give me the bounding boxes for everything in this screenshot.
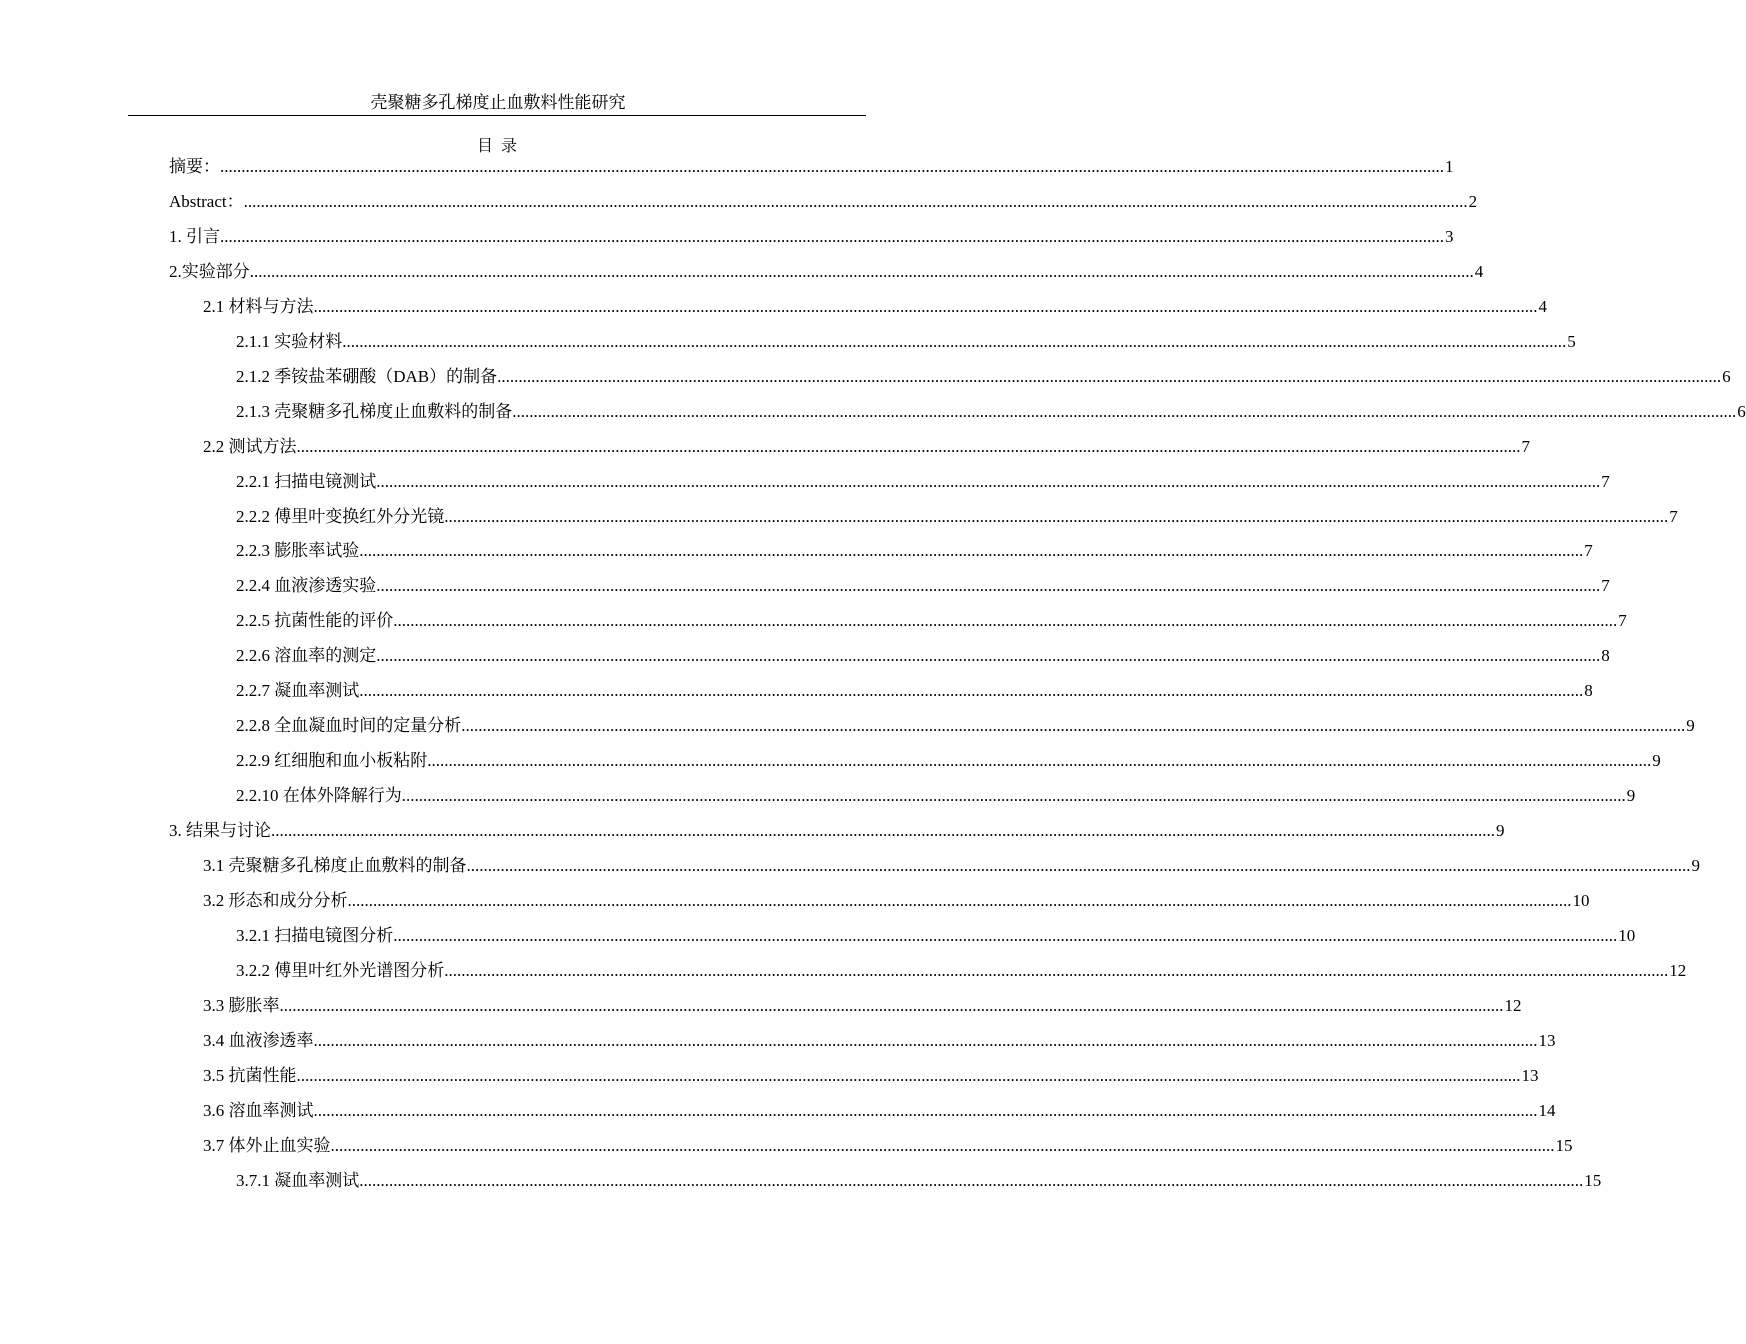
- toc-title: 目 录: [476, 138, 519, 155]
- toc-entry[interactable]: [203, 435, 1530, 459]
- toc-dot-leader: ................................................................................................................................................................................................................................................................................................: [313, 1100, 1538, 1120]
- toc-page-number: 12: [1669, 960, 1687, 980]
- toc-entry-label: 3.6 溶血率测试: [203, 1100, 314, 1120]
- toc-page-number: 9: [1626, 786, 1636, 806]
- toc-entry-label: 3.2 形态和成分分析: [203, 890, 348, 910]
- toc-page-number: 15: [1584, 1170, 1602, 1190]
- toc-entry[interactable]: [203, 295, 1547, 319]
- toc-entry[interactable]: [203, 1029, 1556, 1053]
- toc-dot-leader: ................................................................................................................................................................................................................................................................................................: [466, 856, 1691, 875]
- toc-dot-leader: ................................................................................................................................................................................................................................................................................................: [313, 296, 1538, 316]
- toc-entry-label: 3.2.1 扫描电镜图分析: [236, 925, 394, 945]
- toc-page-number: 7: [1669, 506, 1678, 526]
- toc-page-number: 9: [1496, 821, 1505, 841]
- toc-dot-leader: ................................................................................................................................................................................................................................................................................................: [271, 821, 1495, 841]
- toc-entry[interactable]: [236, 609, 1627, 633]
- toc-dot-leader: ................................................................................................................................................................................................................................................................................................: [330, 1135, 1555, 1155]
- toc-page-number: 13: [1538, 1030, 1556, 1050]
- toc-entry-label: 2.1.2 季铵盐苯硼酸（DAB）的制备: [236, 366, 498, 386]
- toc-entry[interactable]: [169, 155, 1454, 179]
- toc-page-number: 7: [1601, 471, 1610, 491]
- toc-entry[interactable]: [203, 889, 1590, 913]
- toc-dot-leader: ................................................................................................................................................................................................................................................................................................: [393, 925, 1618, 945]
- toc-entry[interactable]: [236, 330, 1576, 354]
- toc-page-number: 13: [1521, 1065, 1539, 1085]
- toc-entry-label: 3.3 膨胀率: [203, 995, 280, 1015]
- toc-entry[interactable]: [203, 1099, 1556, 1123]
- running-header-title: 壳聚糖多孔梯度止血敷料性能研究: [370, 93, 626, 112]
- toc-entry-label: 3.2.2 傅里叶红外光谱图分析: [236, 960, 445, 980]
- toc-entry[interactable]: [203, 854, 1700, 878]
- toc-entry-label: 3.5 抗菌性能: [203, 1065, 297, 1085]
- toc-dot-leader: ................................................................................................................................................................................................................................................................................................: [313, 1030, 1538, 1050]
- toc-entry[interactable]: [203, 994, 1522, 1018]
- toc-dot-leader: ................................................................................................................................................................................................................................................................................................: [347, 890, 1572, 910]
- toc-entry[interactable]: [236, 784, 1636, 808]
- toc-entry-label: 摘要：: [169, 157, 220, 176]
- toc-page-number: 3: [1445, 226, 1454, 246]
- toc-dot-leader: ................................................................................................................................................................................................................................................................................................: [359, 541, 1584, 561]
- toc-entry-label: 2.1.3 壳聚糖多孔梯度止血敷料的制备: [236, 401, 513, 421]
- toc-page-number: 9: [1691, 856, 1700, 875]
- toc-entry-label: 3.1 壳聚糖多孔梯度止血敷料的制备: [203, 856, 467, 875]
- toc-dot-leader: ................................................................................................................................................................................................................................................................................................: [359, 1170, 1584, 1190]
- toc-dot-leader: ................................................................................................................................................................................................................................................................................................: [296, 1065, 1521, 1085]
- toc-entry-label: 2.1.1 实验材料: [236, 331, 343, 351]
- toc-page-number: 14: [1538, 1100, 1556, 1120]
- toc-dot-leader: ................................................................................................................................................................................................................................................................................................: [444, 506, 1669, 526]
- toc-dot-leader: ................................................................................................................................................................................................................................................................................................: [359, 681, 1584, 701]
- toc-entry[interactable]: [236, 959, 1687, 983]
- toc-dot-leader: ................................................................................................................................................................................................................................................................................................: [376, 576, 1601, 596]
- toc-entry-label: 2.2.3 膨胀率试验: [236, 541, 360, 561]
- toc-entry-label: 2.2.7 凝血率测试: [236, 681, 360, 701]
- toc-page-number: 7: [1601, 576, 1610, 596]
- toc-entry[interactable]: [169, 225, 1454, 249]
- toc-page-number: 10: [1572, 890, 1590, 910]
- toc-entry-label: 3. 结果与讨论: [169, 821, 271, 841]
- toc-dot-leader: ................................................................................................................................................................................................................................................................................................: [393, 611, 1618, 631]
- toc-entry-label: 2.2.6 溶血率的测定: [236, 646, 377, 666]
- toc-entry-label: 2.2.8 全血凝血时间的定量分析: [236, 716, 462, 736]
- toc-entry[interactable]: [236, 574, 1610, 598]
- toc-entry-label: 3.7 体外止血实验: [203, 1135, 331, 1155]
- toc-dot-leader: ................................................................................................................................................................................................................................................................................................: [444, 960, 1669, 980]
- toc-dot-leader: ................................................................................................................................................................................................................................................................................................: [296, 436, 1521, 456]
- header-divider: [128, 115, 866, 116]
- toc-dot-leader: ................................................................................................................................................................................................................................................................................................: [243, 191, 1468, 211]
- toc-dot-leader: ................................................................................................................................................................................................................................................................................................: [220, 157, 1444, 176]
- toc-page-number: 8: [1584, 681, 1593, 701]
- toc-page-number: 4: [1474, 261, 1484, 281]
- toc-page-number: 9: [1652, 751, 1661, 771]
- toc-dot-leader: ................................................................................................................................................................................................................................................................................................: [376, 646, 1601, 666]
- toc-page-number: 4: [1538, 296, 1547, 316]
- toc-dot-leader: ................................................................................................................................................................................................................................................................................................: [249, 261, 1474, 281]
- toc-entry[interactable]: [236, 679, 1593, 703]
- toc-entry-label: 2.2.4 血液渗透实验: [236, 576, 377, 596]
- toc-entry-label: 3.7.1 凝血率测试: [236, 1170, 360, 1190]
- toc-entry[interactable]: [236, 539, 1593, 563]
- toc-page-number: 2: [1468, 191, 1478, 211]
- toc-entry-label: 3.4 血液渗透率: [203, 1030, 314, 1050]
- toc-entry[interactable]: [236, 400, 1746, 424]
- toc-entry[interactable]: [169, 260, 1484, 284]
- toc-page-number: 1: [1445, 157, 1454, 176]
- toc-entry[interactable]: [236, 365, 1731, 389]
- toc-page-number: 10: [1618, 925, 1636, 945]
- toc-page-number: 7: [1618, 611, 1627, 631]
- toc-entry-label: 2.2.1 扫描电镜测试: [236, 471, 377, 491]
- toc-entry[interactable]: [203, 1064, 1539, 1088]
- toc-page-number: 8: [1601, 646, 1610, 666]
- toc-page-number: 9: [1686, 716, 1695, 736]
- toc-page-number: 7: [1521, 436, 1530, 456]
- toc-entry-label: 2.1 材料与方法: [203, 296, 314, 316]
- toc-entry[interactable]: [169, 819, 1505, 843]
- toc-entry-label: 2.2.9 红细胞和血小板粘附: [236, 751, 428, 771]
- toc-dot-leader: ................................................................................................................................................................................................................................................................................................: [427, 751, 1652, 771]
- toc-entry[interactable]: [236, 1169, 1602, 1193]
- toc-dot-leader: ................................................................................................................................................................................................................................................................................................: [279, 995, 1504, 1015]
- toc-dot-leader: ................................................................................................................................................................................................................................................................................................: [512, 401, 1737, 421]
- toc-entry[interactable]: [236, 505, 1678, 529]
- toc-entry-label: Abstract：: [169, 191, 244, 211]
- toc-entry[interactable]: [236, 749, 1661, 773]
- toc-entry[interactable]: [236, 924, 1636, 948]
- toc-page-number: 15: [1555, 1135, 1573, 1155]
- toc-entry-label: 2.实验部分: [169, 261, 250, 281]
- toc-page-number: 12: [1504, 995, 1522, 1015]
- toc-entry-label: 2.2.2 傅里叶变换红外分光镜: [236, 506, 445, 526]
- toc-dot-leader: ................................................................................................................................................................................................................................................................................................: [342, 331, 1567, 351]
- toc-dot-leader: ................................................................................................................................................................................................................................................................................................: [497, 366, 1722, 386]
- toc-entry-label: 2.2.5 抗菌性能的评价: [236, 611, 394, 631]
- toc-dot-leader: ................................................................................................................................................................................................................................................................................................: [220, 226, 1444, 246]
- toc-entry-label: 1. 引言: [169, 226, 220, 246]
- toc-dot-leader: ................................................................................................................................................................................................................................................................................................: [461, 716, 1686, 736]
- toc-page-number: 7: [1584, 541, 1593, 561]
- toc-entry-label: 2.2.10 在体外降解行为: [236, 786, 402, 806]
- toc-dot-leader: ................................................................................................................................................................................................................................................................................................: [401, 786, 1626, 806]
- toc-entry[interactable]: [203, 1134, 1573, 1158]
- toc-entry-label: 2.2 测试方法: [203, 436, 297, 456]
- toc-entry[interactable]: [236, 644, 1610, 668]
- toc-entry[interactable]: [236, 470, 1610, 494]
- toc-entry[interactable]: [169, 190, 1478, 214]
- toc-page-number: 5: [1567, 331, 1576, 351]
- toc-page-number: 6: [1737, 401, 1746, 421]
- toc-page-number: 6: [1722, 366, 1731, 386]
- toc-entry[interactable]: [236, 714, 1695, 738]
- toc-dot-leader: ................................................................................................................................................................................................................................................................................................: [376, 471, 1601, 491]
